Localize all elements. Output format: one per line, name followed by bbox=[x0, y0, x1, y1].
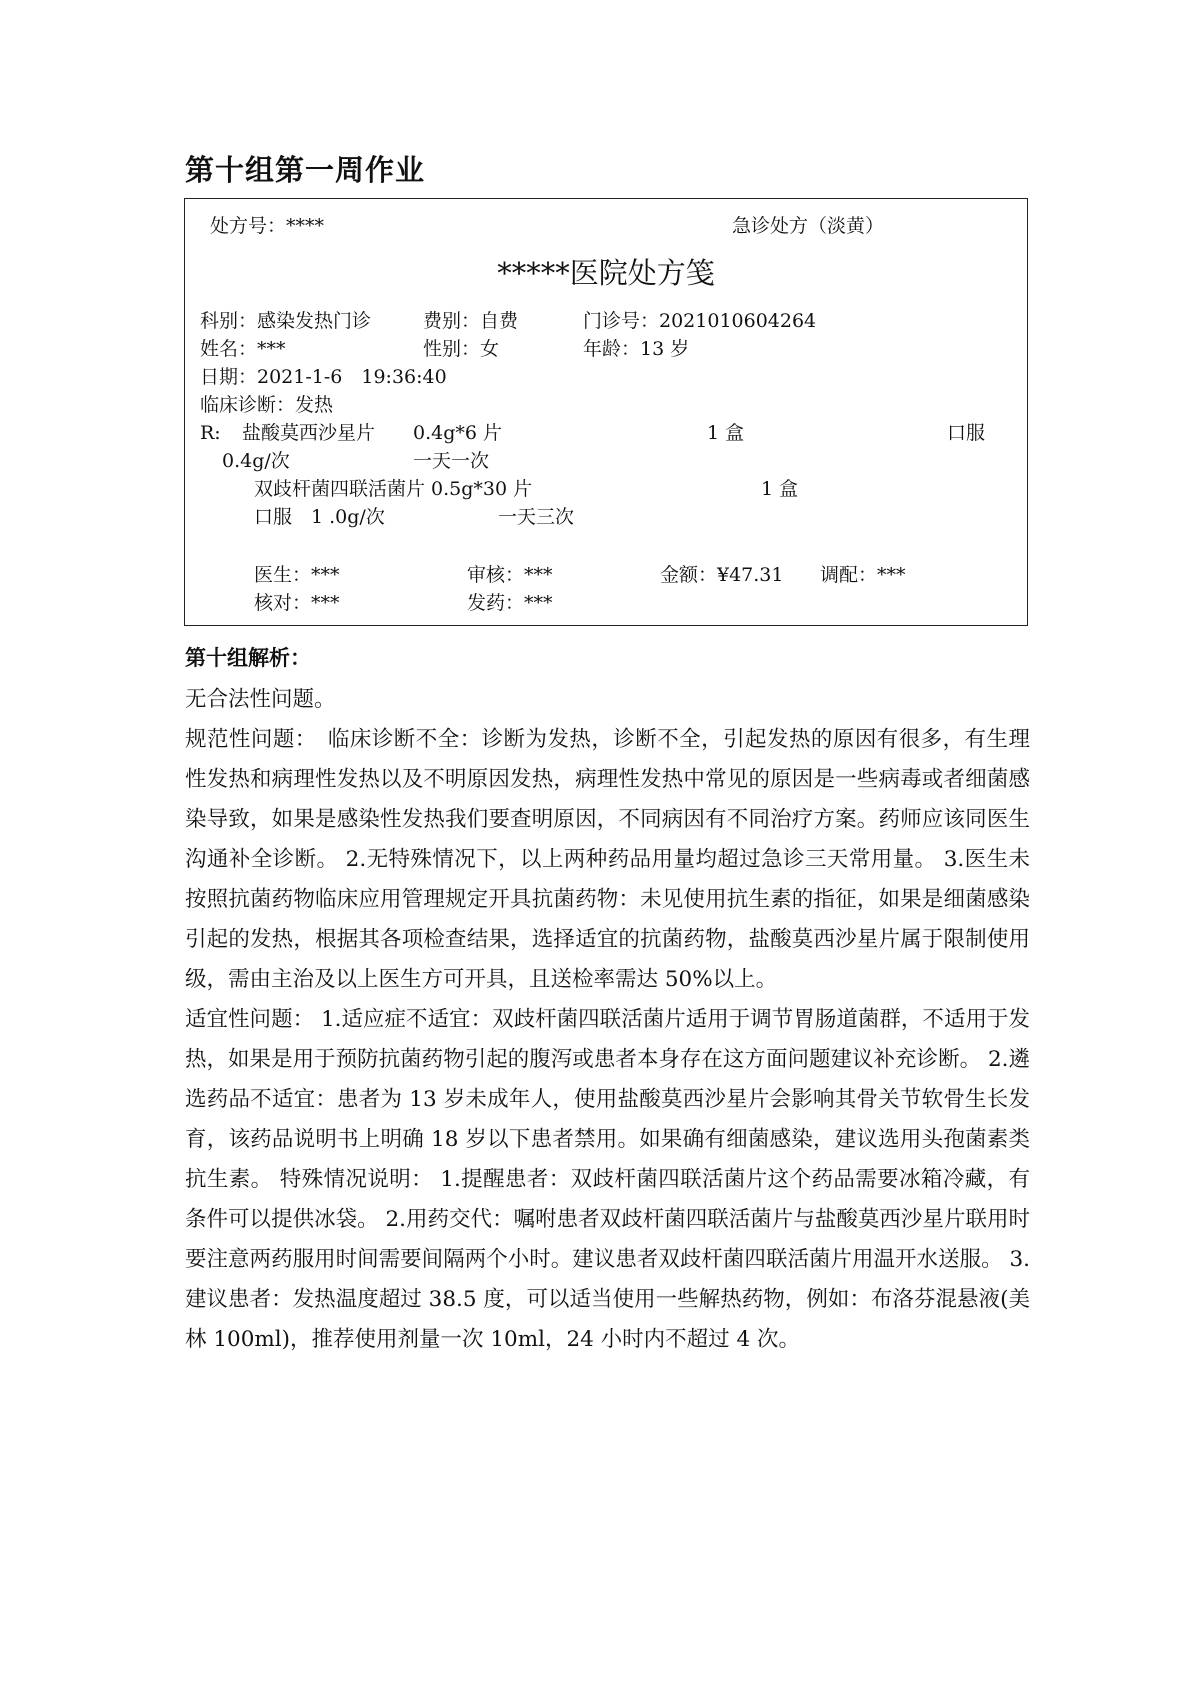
fee-type: 费别：自费 bbox=[423, 310, 519, 332]
rx-number: 处方号：**** bbox=[210, 215, 325, 237]
doctor: 医生：*** bbox=[254, 564, 340, 586]
reviewer: 审核：*** bbox=[467, 564, 553, 586]
analysis-heading: 第十组解析： bbox=[185, 646, 311, 670]
drug1-dose: 0.4g/次 bbox=[222, 450, 290, 472]
hospital-title: *****医院处方笺 bbox=[497, 256, 715, 290]
prescription-form bbox=[184, 198, 1028, 626]
dispenser: 调配：*** bbox=[820, 564, 906, 586]
suitability-paragraph: 适宜性问题： 1.适应症不适宜：双歧杆菌四联活菌片适用于调节胃肠道菌群，不适用于发热，如果是用于预防抗菌药物引起的腹泻或患者本身存在这方面问题建议补充诊断。 2.遴选药品不适宜：患者为 13 岁未成年人，使用盐酸莫西沙星片会影响其骨关节软骨生长发育，该药品说明书上明确 18 岁以下患者禁用。如果确有细菌感染，建议选用头孢菌素类抗生素。 特殊情况说明： 1.提醒患者：双歧杆菌四联活菌片这个药品需要冰箱冷藏，有条件可以提供冰袋。 2.用药交代：嘱咐患者双歧杆菌四联活菌片与盐酸莫西沙星片联用时要注意两药服用时间需要间隔两个小时。建议患者双歧杆菌四联活菌片用温开水送服。 3.建议患者：发热温度超过 38.5 度，可以适当使用一些解热药物，例如：布洛芬混悬液(美林 100ml)，推荐使用剂量一次 10ml，24 小时内不超过 4 次。 bbox=[185, 1007, 1030, 1352]
drug2-name-spec: 双歧杆菌四联活菌片 0.5g*30 片 bbox=[254, 478, 533, 500]
outpatient-number: 门诊号：2021010604264 bbox=[583, 310, 817, 332]
drug1-quantity: 1 盒 bbox=[707, 422, 745, 444]
patient-name: 姓名：*** bbox=[200, 338, 286, 360]
analysis-body bbox=[185, 680, 1030, 1360]
drug1-name-spec: 盐酸莫西沙星片 0.4g*6 片 bbox=[242, 422, 503, 444]
drug2-quantity: 1 盒 bbox=[761, 478, 799, 500]
drug1-route: 口服 bbox=[947, 422, 986, 444]
rx-category: 急诊处方（淡黄） bbox=[732, 215, 885, 237]
drug2-route-dose: 口服 1 .0g/次 bbox=[254, 506, 385, 528]
patient-gender: 性别：女 bbox=[423, 338, 500, 360]
drug2-frequency: 一天三次 bbox=[498, 506, 575, 528]
checker: 核对：*** bbox=[254, 592, 340, 614]
amount: 金额：¥47.31 bbox=[660, 564, 784, 586]
rx-symbol: R: bbox=[200, 422, 221, 444]
clinical-diagnosis: 临床诊断：发热 bbox=[200, 394, 334, 416]
standard-paragraph: 规范性问题： 临床诊断不全：诊断为发热，诊断不全，引起发热的原因有很多，有生理性发热和病理性发热以及不明原因发热，病理性发热中常见的原因是一些病毒或者细菌感染导致，如果是感染性发热我们要查明原因，不同病因有不同治疗方案。药师应该同医生沟通补全诊断。 2.无特殊情况下，以上两种药品用量均超过急诊三天常用量。 3.医生未按照抗菌药物临床应用管理规定开具抗菌药物：未见使用抗生素的指征，如果是细菌感染引起的发热，根据其各项检查结果，选择适宜的抗菌药物，盐酸莫西沙星片属于限制使用级，需由主治及以上医生方可开具，且送检率需达 50%以上。 bbox=[185, 727, 1030, 992]
legality-paragraph: 无合法性问题。 bbox=[185, 687, 336, 712]
drug1-frequency: 一天一次 bbox=[413, 450, 490, 472]
issuer: 发药：*** bbox=[467, 592, 553, 614]
rx-date: 日期：2021-1-6 19:36:40 bbox=[200, 366, 447, 388]
page-title: 第十组第一周作业 bbox=[185, 153, 426, 187]
department: 科别：感染发热门诊 bbox=[200, 310, 372, 332]
patient-age: 年龄：13 岁 bbox=[583, 338, 690, 360]
